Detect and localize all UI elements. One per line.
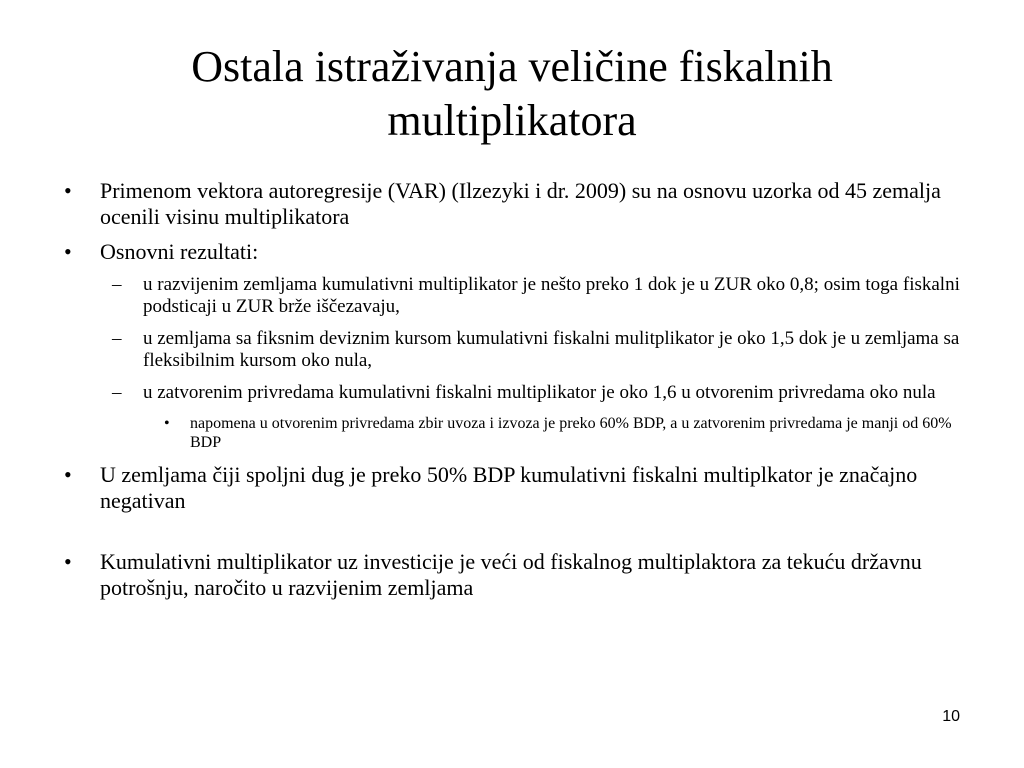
dash-marker: –	[112, 328, 122, 349]
slide-title-line-2: multiplikatora	[387, 96, 637, 145]
sub-sub-bullet-item	[60, 414, 960, 452]
bullet-text: Osnovni rezultati:	[100, 239, 259, 264]
bullet-item	[60, 462, 960, 514]
bullet-marker: •	[64, 549, 72, 574]
bullet-text: Kumulativni multiplikator uz investicije je veći od fiskalnog multiplaktora za tekuću državnu potrošnju, naročito u razvijenim zemljama	[100, 549, 922, 600]
bullet-marker: •	[64, 239, 72, 264]
slide-body	[60, 178, 960, 610]
sub-bullet-text: u razvijenim zemljama kumulativni multiplikator je nešto preko 1 dok je u ZUR oko 0,8; osim toga fiskalni podsticaji u ZUR brže iščezavaju,	[143, 274, 960, 317]
small-bullet-marker: •	[164, 415, 170, 432]
bullet-text: Primenom vektora autoregresije (VAR) (Ilzezyki i dr. 2009) su na osnovu uzorka od 45 zemalja ocenili visinu multiplikatora	[100, 178, 941, 229]
page-number: 10	[942, 708, 960, 725]
bullet-item	[60, 239, 960, 265]
slide-title	[60, 40, 964, 148]
sub-bullet-item	[60, 328, 960, 372]
bullet-text: U zemljama čiji spoljni dug je preko 50% BDP kumulativni fiskalni multiplkator je značajno negativan	[100, 462, 918, 513]
bullet-marker: •	[64, 178, 72, 203]
bullet-marker: •	[64, 462, 72, 487]
bullet-item	[60, 549, 960, 601]
sub-bullet-item	[60, 274, 960, 318]
note-text: napomena u otvorenim privredama zbir uvoza i izvoza je preko 60% BDP, a u zatvorenim privredama je manji od 60% BDP	[190, 415, 952, 451]
dash-marker: –	[112, 274, 122, 295]
slide-title-line-1: Ostala istraživanja veličine fiskalnih	[191, 42, 833, 91]
sub-bullet-text: u zatvorenim privredama kumulativni fiskalni multiplikator je oko 1,6 u otvorenim privredama oko nula	[143, 382, 936, 403]
dash-marker: –	[112, 382, 122, 403]
sub-bullet-text: u zemljama sa fiksnim deviznim kursom kumulativni fiskalni mulitplikator je oko 1,5 dok je u zemljama sa fleksibilnim kursom oko nula,	[143, 328, 960, 371]
bullet-item	[60, 178, 960, 230]
sub-bullet-item	[60, 382, 960, 404]
